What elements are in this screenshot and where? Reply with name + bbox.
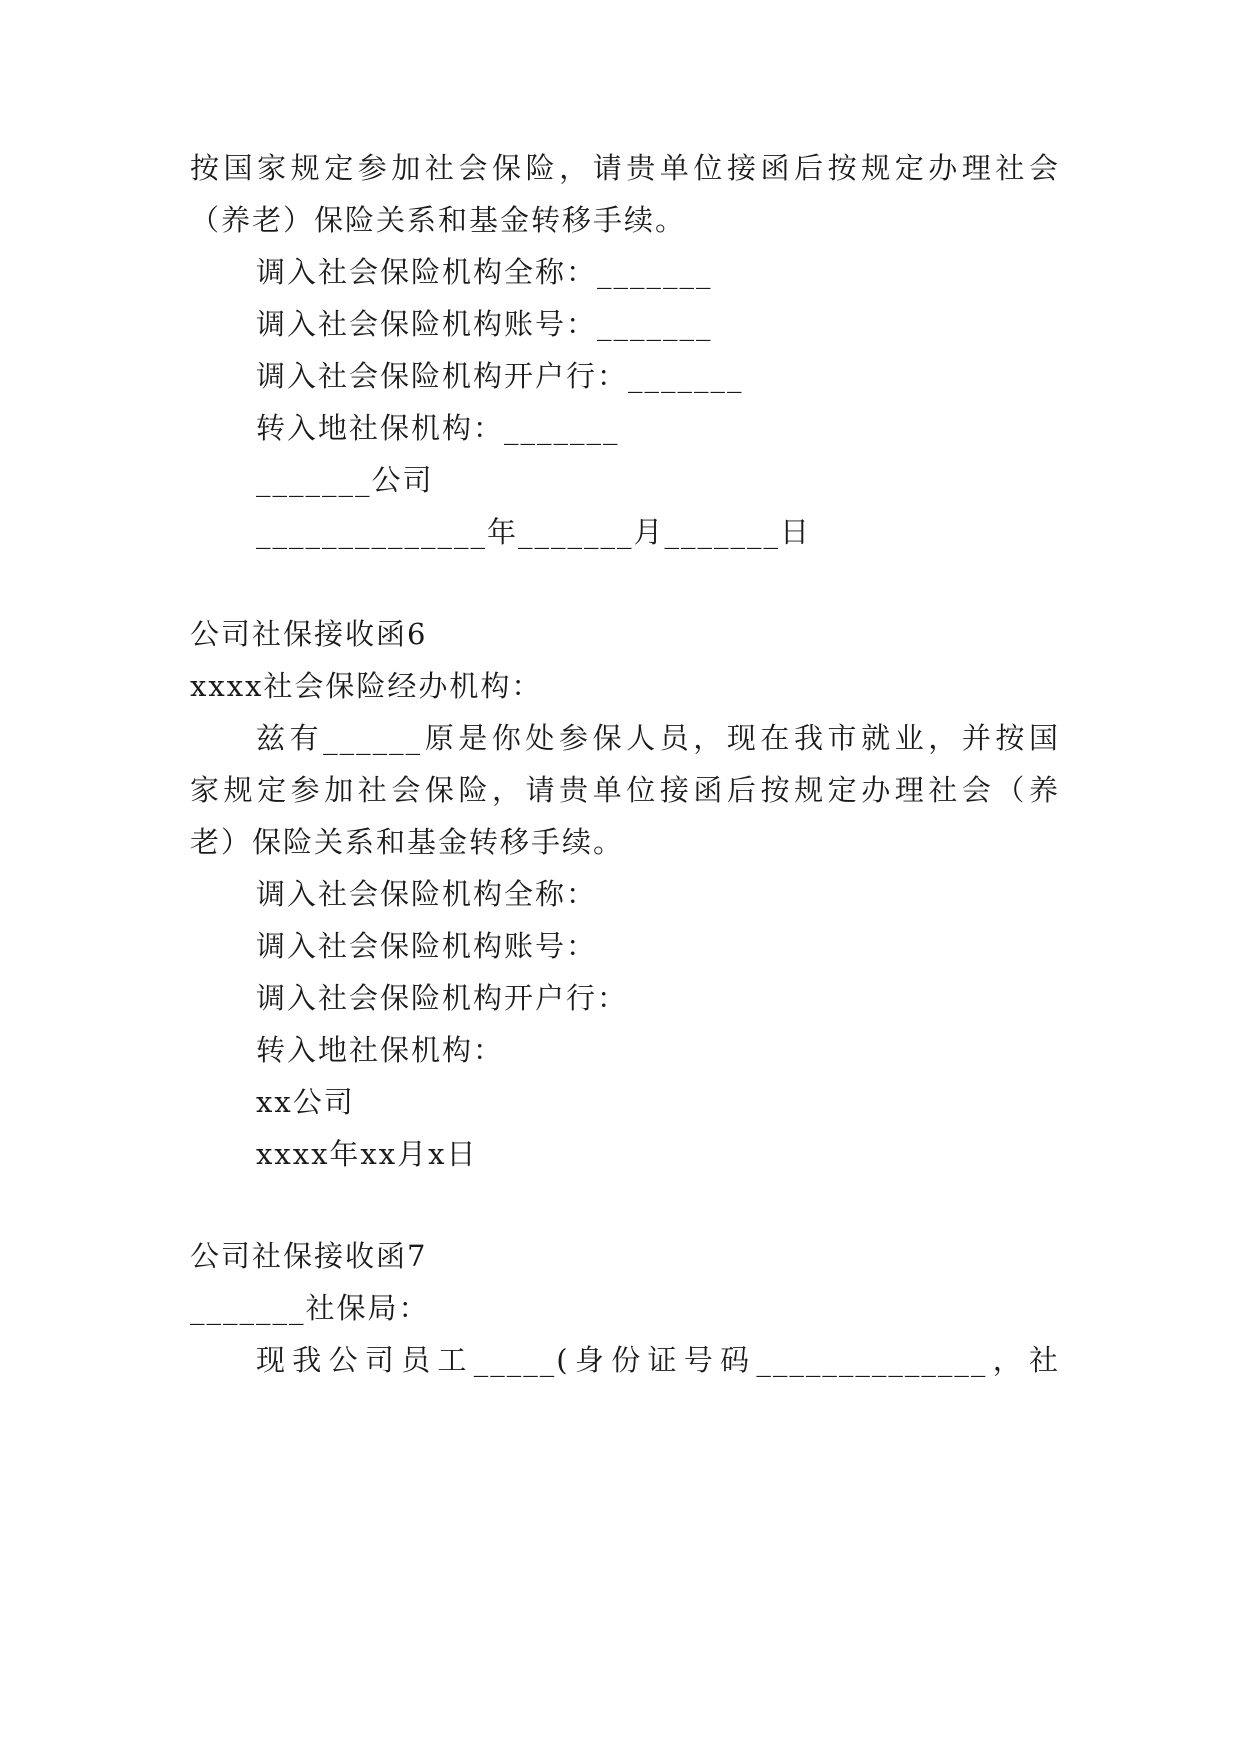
section-title: 公司社保接收函7 [190, 1239, 428, 1273]
signature-date: xxxx年xx月x日 [256, 1137, 478, 1171]
field-institution-account: 调入社会保险机构账号： [256, 929, 598, 963]
field-institution-bank: 调入社会保险机构开户行：_______ [256, 359, 744, 393]
signature-date: ______________年_______月_______日 [256, 515, 812, 549]
field-institution-account: 调入社会保险机构账号：_______ [256, 307, 713, 341]
field-transfer-institution: 转入地社保机构： [256, 1033, 505, 1067]
section-title: 公司社保接收函6 [190, 617, 428, 651]
paragraph-line: 按国家规定参加社会保险，请贵单位接函后按规定办理社会 [190, 151, 1060, 185]
field-institution-name: 调入社会保险机构全称： [256, 877, 598, 911]
paragraph-line: 家规定参加社会保险，请贵单位接函后按规定办理社会（养 [190, 773, 1060, 807]
field-transfer-institution: 转入地社保机构：_______ [256, 411, 620, 445]
addressee: xxxx社会保险经办机构： [190, 669, 543, 703]
field-institution-name: 调入社会保险机构全称：_______ [256, 255, 713, 289]
paragraph-line: 老）保险关系和基金转移手续。 [190, 825, 625, 859]
field-institution-bank: 调入社会保险机构开户行： [256, 981, 629, 1015]
paragraph-line: 兹有______原是你处参保人员，现在我市就业，并按国 [256, 721, 1060, 755]
paragraph-line: 现我公司员工_____(身份证号码______________，社 [256, 1343, 1060, 1377]
signature-company: _______公司 [256, 463, 434, 497]
addressee: _______社保局： [190, 1291, 430, 1325]
signature-company: xx公司 [256, 1085, 355, 1119]
paragraph-line: （养老）保险关系和基金转移手续。 [190, 203, 687, 237]
